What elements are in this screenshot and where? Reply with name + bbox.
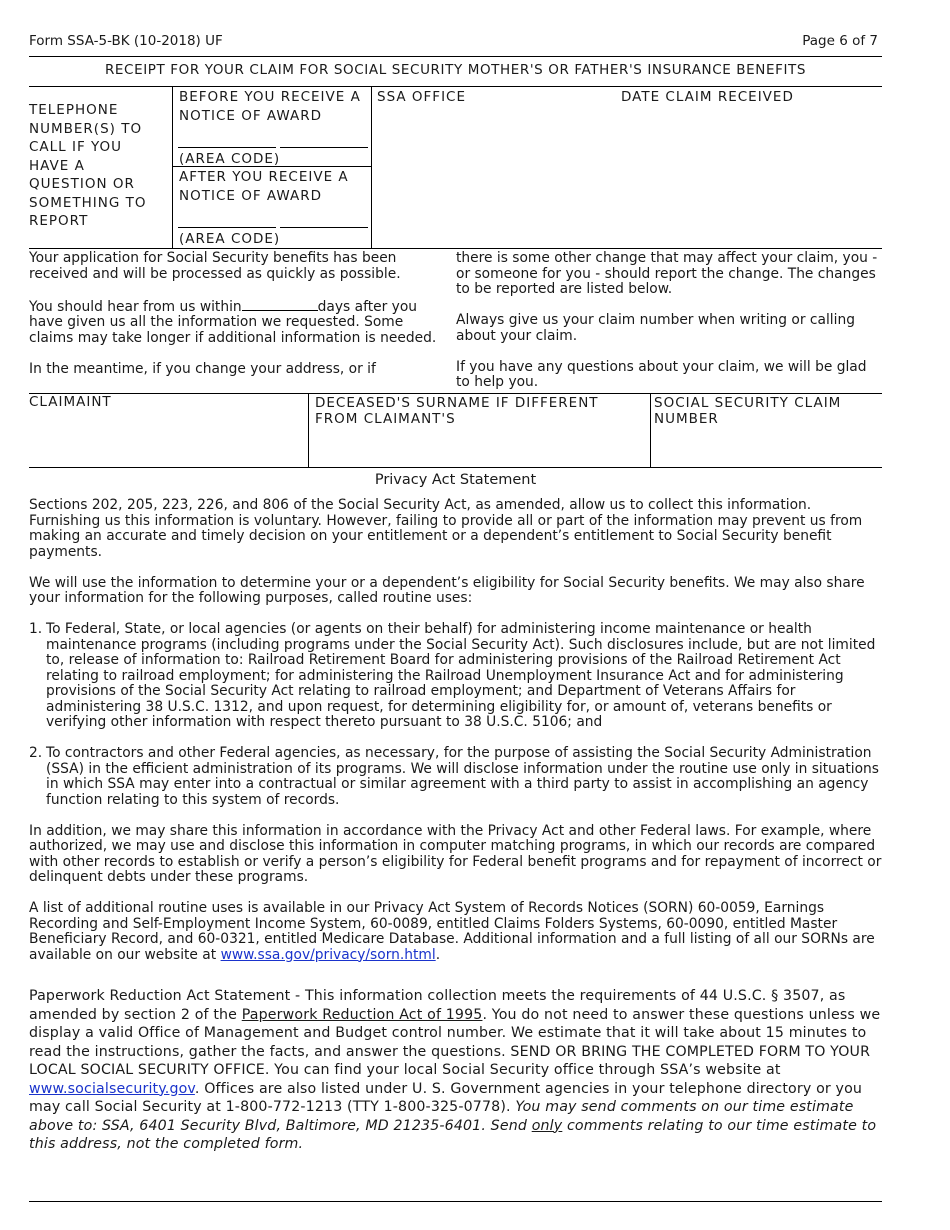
divider bbox=[29, 56, 882, 57]
routine-use-2-number: 2. bbox=[29, 745, 43, 761]
claimant-label: CLAIMAINT bbox=[29, 394, 112, 410]
socialsecurity-link[interactable]: www.socialsecurity.gov bbox=[29, 1080, 195, 1097]
paperwork-italic-a: You may send comments on our time estimate above to: SSA, 6401 Security Blvd, Baltimore, MD 21235-6401. Send bbox=[29, 1099, 854, 1134]
privacy-p4-end: . bbox=[435, 946, 441, 963]
privacy-p4 bbox=[29, 901, 882, 963]
paperwork-statement bbox=[29, 987, 882, 1154]
paperwork-mid: . You do not need to answer these questions unless we display a valid Office of Management and Budget control number. We estimate that it will take about 15 minutes to read the instructions, gather the facts, and answer the questions. SEND OR BRING THE COMPLETED FORM TO YOUR LOCAL SOCIAL SECURITY OFFICE. You can find your local Social Security office through SSA’s website at bbox=[29, 1006, 881, 1078]
info-right-p2: Always give us your claim number when writing or calling about your claim. bbox=[456, 312, 855, 344]
info-left-column bbox=[29, 251, 439, 377]
divider bbox=[29, 86, 882, 87]
info-left-p2a: You should hear from us within bbox=[29, 298, 242, 315]
privacy-p1: Sections 202, 205, 223, 226, and 806 of the Social Security Act, as amended, allow us to collect this information. Furnishing us this information is voluntary. However, failing to provide all or part of the information may prevent us from making an accurate and timely decision on your entitlement or a dependent’s entitlement to Social Security benefit payments. bbox=[29, 497, 863, 560]
info-left-p2 bbox=[29, 298, 439, 347]
privacy-body bbox=[29, 498, 882, 963]
divider bbox=[172, 86, 173, 248]
before-award-label: BEFORE YOU RECEIVE A NOTICE OF AWARD bbox=[179, 89, 361, 124]
privacy-p4-text: A list of additional routine uses is available in our Privacy Act System of Records Notices (SORN) 60-0059, Earnings Recording and Self-Employment Income System, 60-0089, entitled Claims Folders Systems, 60-0090, entitled Master Beneficiary Record, and 60-0321, entitled Medicare Database. Additional information and a full listing of all our SORNs are available on our website at bbox=[29, 900, 875, 963]
phone-blank-after-area[interactable] bbox=[178, 227, 276, 228]
paperwork-only: only bbox=[531, 1117, 563, 1134]
divider bbox=[650, 393, 651, 467]
ssa-office-label: SSA OFFICE bbox=[377, 89, 467, 105]
phone-blank-before-number[interactable] bbox=[280, 147, 368, 148]
deceased-surname-label: DECEASED'S SURNAME IF DIFFERENT FROM CLAIMANT'S bbox=[315, 395, 599, 427]
paperwork-act-name: Paperwork Reduction Act of 1995 bbox=[241, 1006, 483, 1023]
privacy-title: Privacy Act Statement bbox=[374, 472, 537, 488]
area-code-after: (AREA CODE) bbox=[179, 231, 281, 247]
sorn-link[interactable]: www.ssa.gov/privacy/sorn.html bbox=[220, 946, 436, 963]
divider bbox=[29, 467, 882, 468]
routine-use-1 bbox=[29, 622, 882, 731]
divider bbox=[371, 86, 372, 248]
paperwork-italic-b: comments relating to our time estimate to this address, not the completed form. bbox=[29, 1117, 877, 1152]
days-blank[interactable] bbox=[242, 298, 318, 311]
divider bbox=[172, 166, 371, 167]
form-id: Form SSA-5-BK (10-2018) UF bbox=[29, 33, 223, 49]
privacy-p3: In addition, we may share this information in accordance with the Privacy Act and other Federal laws. For example, where authorized, we may use and disclose this information in computer matching programs, in which our records are compared with other records to establish or verify a person’s eligibility for Federal benefit programs and for repayment of incorrect or delinquent debts under these programs. bbox=[29, 822, 882, 885]
info-right-p3: If you have any questions about your claim, we will be glad to help you. bbox=[456, 358, 867, 390]
routine-use-2 bbox=[29, 746, 882, 808]
divider bbox=[29, 393, 882, 394]
phone-blank-before-area[interactable] bbox=[178, 147, 276, 148]
divider bbox=[29, 248, 882, 249]
info-right-column bbox=[456, 251, 882, 391]
paperwork-after-site: . Offices are also listed under U. S. Government agencies in your telephone directory or you may call Social Security at 1-800-772-1213 (TTY 1-800-325-0778). bbox=[29, 1080, 863, 1115]
paperwork-lead: Paperwork Reduction Act Statement - This information collection meets the requirements of 44 U.S.C. § 3507, as amended by section 2 of the bbox=[29, 988, 846, 1023]
privacy-p2: We will use the information to determine your or a dependent’s eligibility for Social Security benefits. We may also share your information for the following purposes, called routine uses: bbox=[29, 574, 865, 606]
info-left-p2b: days after you have given us all the information we requested. Some claims may take longer if additional information is needed. bbox=[29, 298, 437, 346]
date-claim-received-label: DATE CLAIM RECEIVED bbox=[621, 89, 794, 105]
footer-divider bbox=[29, 1201, 882, 1202]
routine-use-1-text: To Federal, State, or local agencies (or agents on their behalf) for administering income maintenance or health maintenance programs (including programs under the Social Security Act). Such disclosures include, but are not limited to, release of information to: Railroad Retirement Board for administering provisions of the Railroad Retirement Act relating to railroad employment; for administering the Railroad Unemployment Insurance Act and for administering provisions of the Social Security Act relating to railroad employment; and Department of Veterans Affairs for administering 38 U.S.C. 1312, and upon request, for determining eligibility for, or amount of, veterans benefits or verifying other information with respect thereto pursuant to 38 U.S.C. 5106; and bbox=[46, 621, 876, 730]
receipt-title: RECEIPT FOR YOUR CLAIM FOR SOCIAL SECURITY MOTHER'S OR FATHER'S INSURANCE BENEFITS bbox=[104, 62, 807, 78]
phone-blank-after-number[interactable] bbox=[280, 227, 368, 228]
claim-number-label: SOCIAL SECURITY CLAIM NUMBER bbox=[654, 395, 842, 427]
info-left-p1: Your application for Social Security benefits has been received and will be processed as quickly as possible. bbox=[29, 250, 401, 282]
routine-use-2-text: To contractors and other Federal agencies, as necessary, for the purpose of assisting the Social Security Administration (SSA) in the efficient administration of its programs. We will disclose information under the routine use only in situations in which SSA may enter into a contractual or similar agreement with a third party to assist in accomplishing an agency function relating to this system of records. bbox=[46, 745, 879, 808]
after-award-label: AFTER YOU RECEIVE A NOTICE OF AWARD bbox=[179, 169, 349, 204]
info-right-p1: there is some other change that may affect your claim, you - or someone for you - should report the change. The changes to be reported are listed below. bbox=[456, 250, 878, 297]
area-code-before: (AREA CODE) bbox=[179, 151, 281, 167]
telephone-label: TELEPHONE NUMBER(S) TO CALL IF YOU HAVE A QUESTION OR SOMETHING TO REPORT bbox=[29, 102, 147, 229]
routine-use-1-number: 1. bbox=[29, 621, 43, 637]
divider bbox=[308, 393, 309, 467]
info-left-p3: In the meantime, if you change your address, or if bbox=[29, 360, 376, 377]
page-number: Page 6 of 7 bbox=[802, 33, 878, 49]
